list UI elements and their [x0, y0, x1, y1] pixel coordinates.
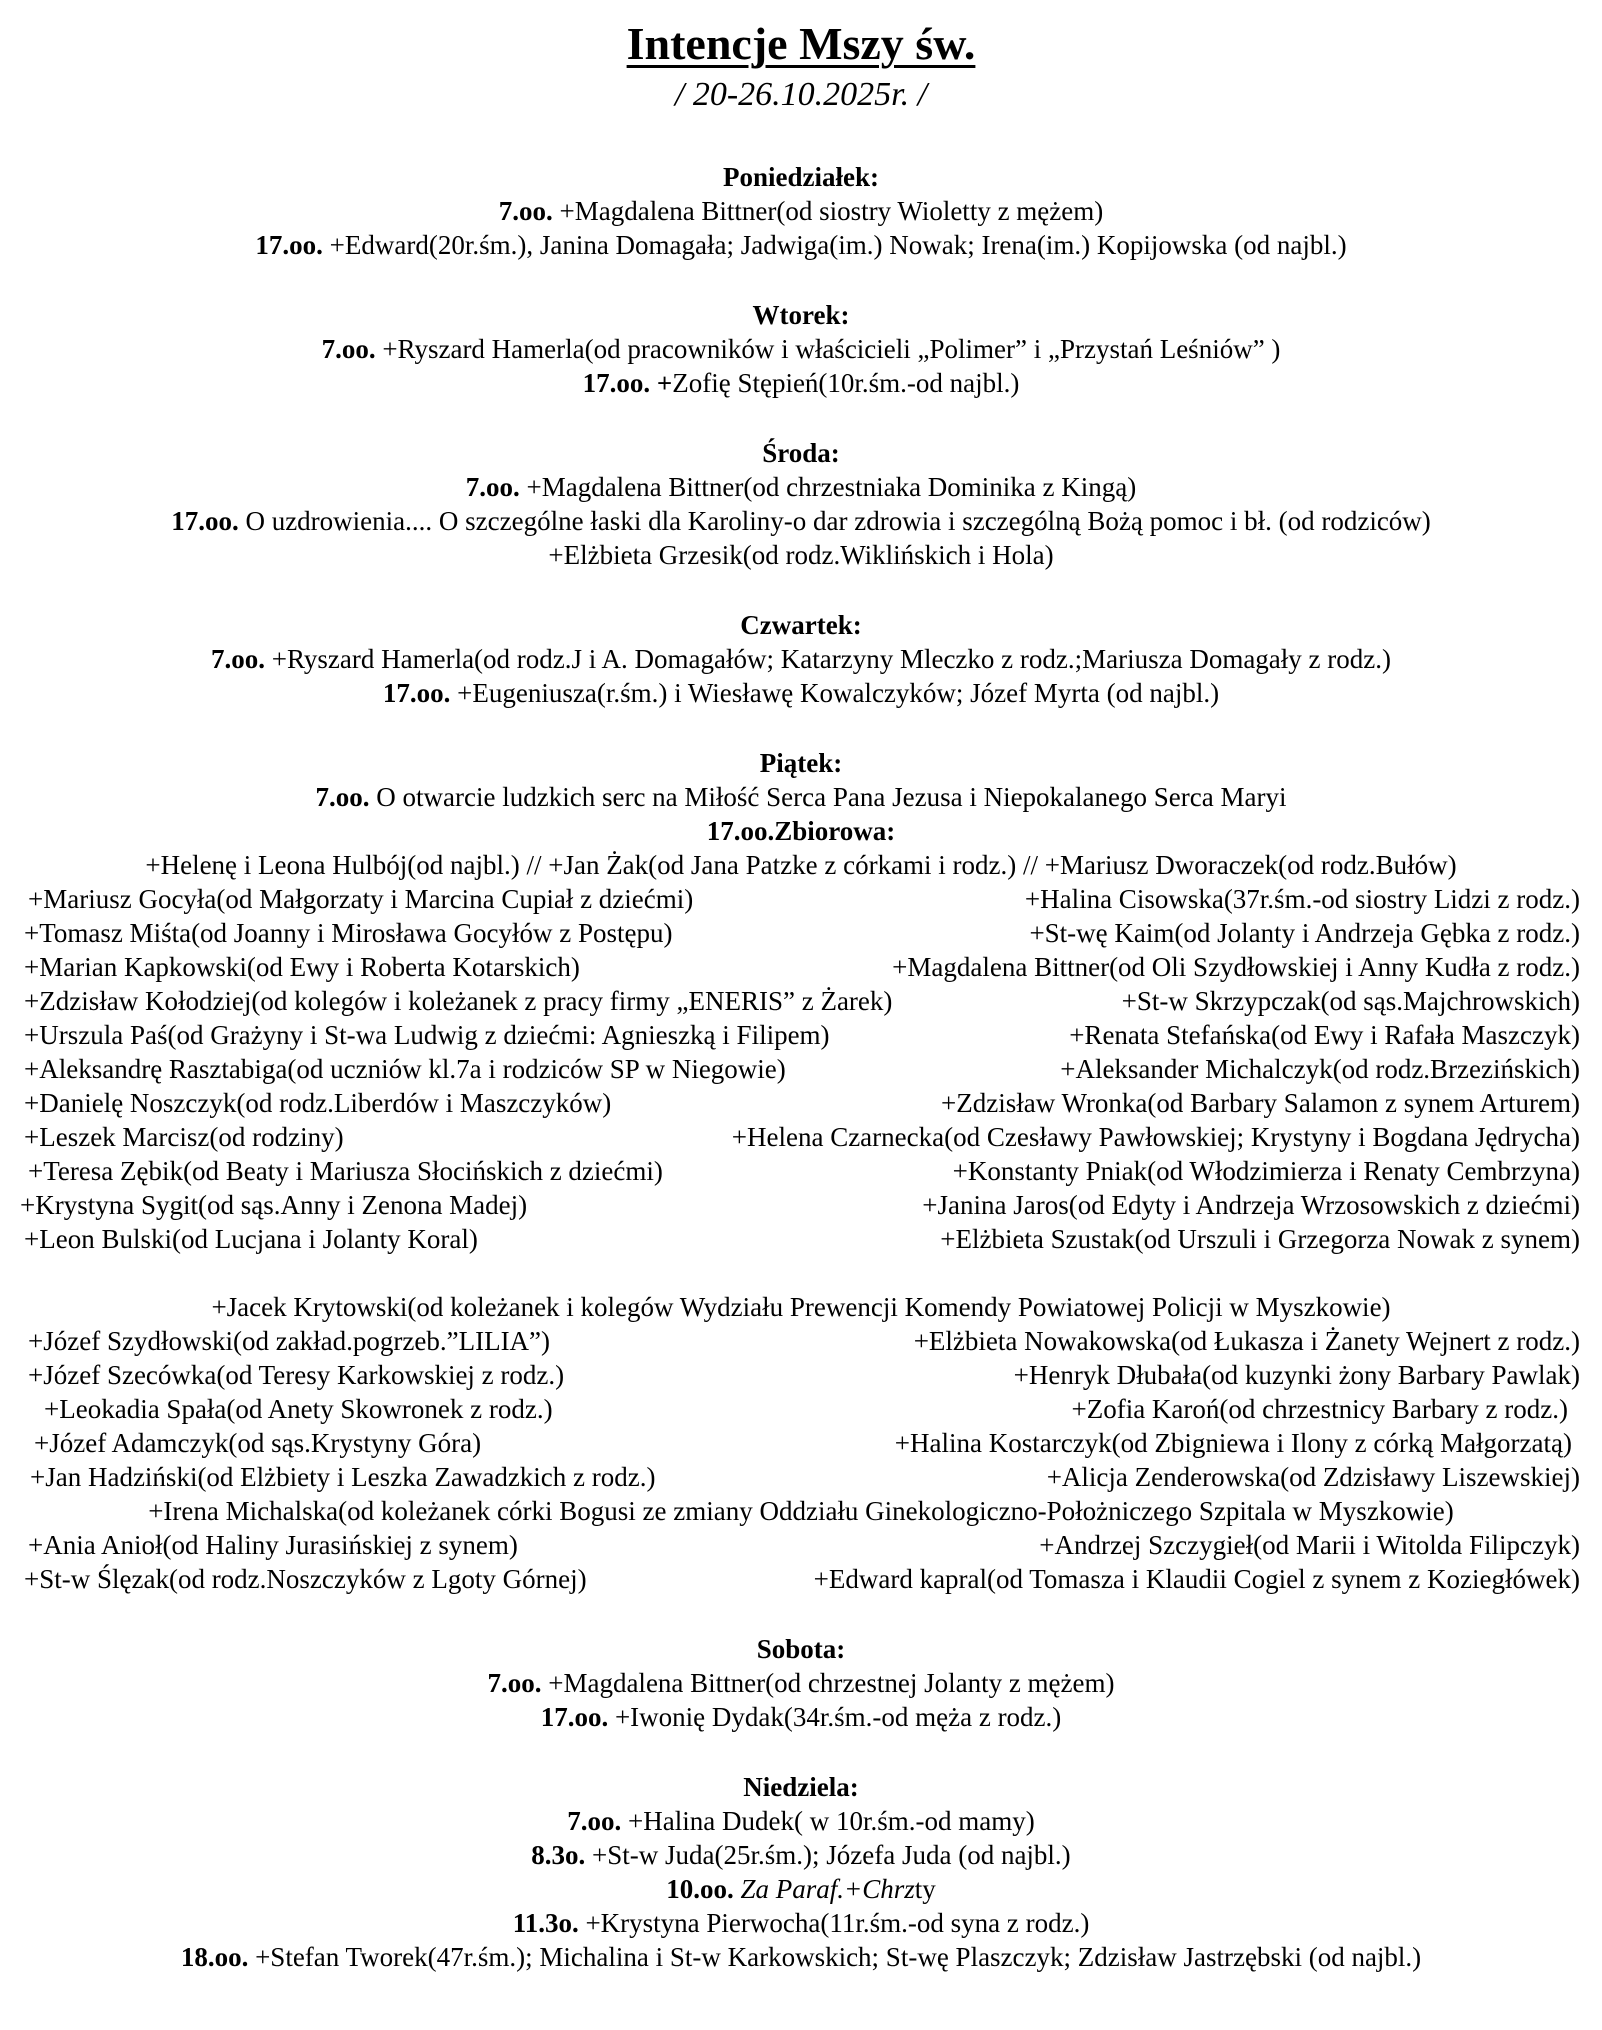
intention-left: +Leszek Marcisz(od rodziny) — [24, 1122, 344, 1152]
intention-right: +St-wę Kaim(od Jolanty i Andrzeja Gębka z rodz.) — [1029, 918, 1580, 948]
intention-right: +Elżbieta Nowakowska(od Łukasza i Żanety Wejnert z rodz.) — [913, 1326, 1580, 1356]
day-heading-tuesday: Wtorek: — [752, 300, 850, 330]
intention-left: +Urszula Paś(od Grażyny i St-wa Ludwig z dziećmi: Agnieszką i Filipem) — [24, 1020, 830, 1050]
mass-entry: 7.oo. +Ryszard Hamerla(od pracowników i właścicieli „Polimer” i „Przystań Leśniów” ) — [321, 334, 1281, 364]
mass-entry: 7.oo. O otwarcie ludzkich serc na Miłość Serca Pana Jezusa i Niepokalanego Serca Maryi — [315, 782, 1287, 812]
mass-entry: 7.oo. +Magdalena Bittner(od chrzestniaka Dominika z Kingą) — [465, 472, 1137, 502]
mass-entry: 17.oo. +Eugeniusza(r.śm.) i Wiesławę Kowalczyków; Józef Myrta (od najbl.) — [382, 678, 1220, 708]
intention-left: +Zdzisław Kołodziej(od kolegów i koleżanek z pracy firmy „ENERIS” z Żarek) — [24, 986, 893, 1016]
intention-right: +Helena Czarnecka(od Czesławy Pawłowskiej; Krystyny i Bogdana Jędrycha) — [731, 1122, 1580, 1152]
intention-left: +Józef Adamczyk(od sąs.Krystyny Góra) — [34, 1428, 482, 1458]
intention-right: +Halina Kostarczyk(od Zbigniewa i Ilony z córką Małgorzatą) — [894, 1428, 1572, 1458]
intention-right: +Zofia Karoń(od chrzestnicy Barbary z rodz.) — [1071, 1394, 1568, 1424]
intention-pair — [0, 916, 1602, 950]
intention-pair — [0, 1086, 1602, 1120]
day-heading-sunday: Niedziela: — [743, 1772, 859, 1802]
mass-entry: 8.3o. +St-w Juda(25r.śm.); Józefa Juda (od najbl.) — [531, 1840, 1071, 1870]
mass-entry: 7.oo. +Halina Dudek( w 10r.śm.-od mamy) — [567, 1806, 1035, 1836]
intention-pair — [0, 1358, 1602, 1392]
intention-right: +Elżbieta Szustak(od Urszuli i Grzegorza Nowak z synem) — [940, 1224, 1580, 1254]
mass-entry: 17.oo. O uzdrowienia.... O szczególne łaski dla Karoliny-o dar zdrowia i szczególną Bożą pomoc i bł. (od rodziców) — [171, 506, 1431, 536]
mass-entry: 7.oo. +Ryszard Hamerla(od rodz.J i A. Domagałów; Katarzyny Mleczko z rodz.;Mariusza Domagały z rodz.) — [210, 644, 1391, 674]
mass-entry: 11.3o. +Krystyna Pierwocha(11r.śm.-od syna z rodz.) — [512, 1908, 1090, 1938]
intention-left: +Józef Szydłowski(od zakład.pogrzeb.”LILIA”) — [28, 1326, 551, 1356]
intention-pair — [0, 1426, 1602, 1460]
intention-pair — [0, 1154, 1602, 1188]
mass-entry: 17.oo. +Edward(20r.śm.), Janina Domagała; Jadwiga(im.) Nowak; Irena(im.) Kopijowska (od najbl.) — [255, 230, 1347, 260]
intention-right: +Aleksander Michalczyk(od rodz.Brzezińskich) — [1060, 1054, 1580, 1084]
mass-entry: 18.oo. +Stefan Tworek(47r.śm.); Michalina i St-w Karkowskich; St-wę Plaszczyk; Zdzisław Jastrzębski (od najbl.) — [180, 1942, 1422, 1972]
day-heading-monday: Poniedziałek: — [723, 162, 879, 192]
intention-left: +Ania Anioł(od Haliny Jurasińskiej z synem) — [28, 1530, 518, 1560]
intention-right: +Zdzisław Wronka(od Barbary Salamon z synem Arturem) — [941, 1088, 1580, 1118]
intention-left: +Aleksandrę Rasztabiga(od uczniów kl.7a i rodziców SP w Niegowie) — [24, 1054, 786, 1084]
collective-intention-line: +Helenę i Leona Hulbój(od najbl.) // +Jan Żak(od Jana Patzke z córkami i rodz.) // +Mariusz Dworaczek(od rodz.Bułów) — [145, 850, 1457, 880]
intention-pair — [0, 1052, 1602, 1086]
intention-pair — [0, 984, 1602, 1018]
date-range: / 20-26.10.2025r. / — [674, 76, 928, 113]
mass-entry: 7.oo. +Magdalena Bittner(od siostry Wioletty z mężem) — [498, 196, 1104, 226]
intention-right: +Andrzej Szczygieł(od Marii i Witolda Filipczyk) — [1039, 1530, 1580, 1560]
intention-left: +Leon Bulski(od Lucjana i Jolanty Koral) — [24, 1224, 478, 1254]
collective-mass-heading: 17.oo.Zbiorowa: — [706, 816, 896, 846]
mass-entry: 17.oo. +Zofię Stępień(10r.śm.-od najbl.) — [582, 368, 1020, 398]
mass-entry-continuation: +Elżbieta Grzesik(od rodz.Wiklińskich i Hola) — [548, 540, 1054, 570]
intention-left: +Krystyna Sygit(od sąs.Anny i Zenona Madej) — [20, 1190, 528, 1220]
intention-pair — [0, 1528, 1602, 1562]
intention-left: +Leokadia Spała(od Anety Skowronek z rodz.) — [44, 1394, 553, 1424]
intention-pair — [0, 1120, 1602, 1154]
intention-right: +Magdalena Bittner(od Oli Szydłowskiej i Anny Kudła z rodz.) — [892, 952, 1580, 982]
intention-pair — [0, 1188, 1602, 1222]
intention-right: +St-w Skrzypczak(od sąs.Majchrowskich) — [1121, 986, 1580, 1016]
day-heading-friday: Piątek: — [759, 748, 843, 778]
intention-pair — [0, 1222, 1602, 1256]
intention-right: +Konstanty Pniak(od Włodzimierza i Renaty Cembrzyna) — [952, 1156, 1580, 1186]
intention-pair — [0, 882, 1602, 916]
collective-intention-line: +Jacek Krytowski(od koleżanek i kolegów Wydziału Prewencji Komendy Powiatowej Policji w Myszkowie) — [211, 1292, 1391, 1322]
intention-left: +Teresa Zębik(od Beaty i Mariusza Słocińskich z dziećmi) — [28, 1156, 663, 1186]
intention-left: +Jan Hadziński(od Elżbiety i Leszka Zawadzkich z rodz.) — [30, 1462, 656, 1492]
mass-entry: 10.oo. Za Paraf.+Chrzty — [666, 1874, 936, 1904]
day-heading-thursday: Czwartek: — [740, 610, 862, 640]
mass-entry: 7.oo. +Magdalena Bittner(od chrzestnej Jolanty z mężem) — [487, 1668, 1115, 1698]
mass-entry: 17.oo. +Iwonię Dydak(34r.śm.-od męża z rodz.) — [540, 1702, 1062, 1732]
intention-left: +Mariusz Gocyła(od Małgorzaty i Marcina Cupiał z dziećmi) — [28, 884, 694, 914]
intention-pair — [0, 1392, 1602, 1426]
intention-left: +Danielę Noszczyk(od rodz.Liberdów i Maszczyków) — [24, 1088, 612, 1118]
intention-pair — [0, 1324, 1602, 1358]
intention-right: +Edward kapral(od Tomasza i Klaudii Cogiel z synem z Koziegłówek) — [813, 1564, 1580, 1594]
intention-left: +St-w Ślęzak(od rodz.Noszczyków z Lgoty Górnej) — [24, 1564, 587, 1594]
intention-pair — [0, 1256, 1602, 1290]
intention-right: +Henryk Dłubała(od kuzynki żony Barbary Pawlak) — [1013, 1360, 1580, 1390]
intention-right: +Renata Stefańska(od Ewy i Rafała Maszczyk) — [1069, 1020, 1580, 1050]
intention-right: +Janina Jaros(od Edyty i Andrzeja Wrzosowskich z dziećmi) — [922, 1190, 1580, 1220]
intention-left: +Marian Kapkowski(od Ewy i Roberta Kotarskich) — [24, 952, 580, 982]
collective-intention-line: +Irena Michalska(od koleżanek córki Bogusi ze zmiany Oddziału Ginekologiczno-Położniczego Szpitala w Myszkowie) — [148, 1496, 1454, 1526]
intention-right: +Halina Cisowska(37r.śm.-od siostry Lidzi z rodz.) — [1024, 884, 1580, 914]
intention-left: +Tomasz Miśta(od Joanny i Mirosława Gocyłów z Postępu) — [24, 918, 673, 948]
day-heading-saturday: Sobota: — [756, 1634, 846, 1664]
intention-pair — [0, 1460, 1602, 1494]
intention-pair — [0, 1018, 1602, 1052]
page-title: Intencje Mszy św. — [626, 18, 976, 69]
day-heading-wednesday: Środa: — [762, 438, 840, 468]
intention-right: +Alicja Zenderowska(od Zdzisławy Liszewskiej) — [1046, 1462, 1580, 1492]
intention-pair — [0, 950, 1602, 984]
intention-left: +Józef Szecówka(od Teresy Karkowskiej z rodz.) — [28, 1360, 565, 1390]
intention-pair — [0, 1562, 1602, 1596]
